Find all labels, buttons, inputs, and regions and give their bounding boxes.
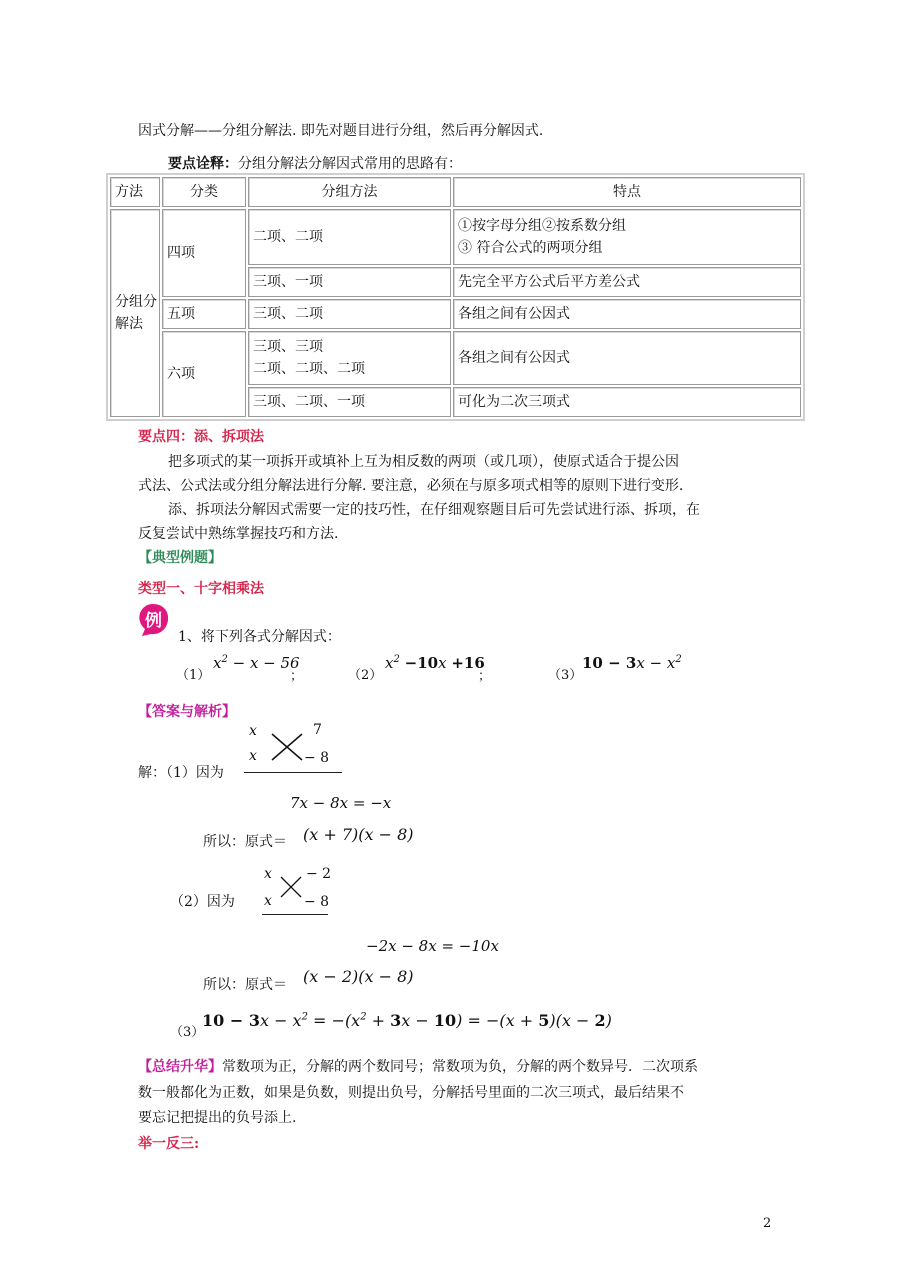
summary-line1 [138, 1056, 698, 1076]
group-r1: 二项、二项 [248, 209, 451, 265]
group-r4: 三项、三项 二项、二项、二项 [248, 331, 451, 385]
group-r3: 三项、二项 [248, 299, 451, 329]
method-text: 分组分解法 [115, 294, 157, 332]
q1-1-semicolon: ； [290, 669, 304, 684]
page-number: 2 [763, 1216, 772, 1231]
solution1-check: 7x − 8x = −x [290, 794, 392, 812]
type1-title: 类型一、十字相乘法 [138, 581, 264, 597]
answer-title: 【答案与解析】 [138, 704, 236, 720]
key-points-text: 分组分解法分解因式常用的思路有： [238, 156, 462, 172]
cross2-top-left: x [264, 866, 272, 882]
example-badge-icon [136, 602, 170, 636]
solution2-label: （2）因为 [170, 894, 235, 910]
cross1-underline [244, 772, 342, 773]
cross2-underline [262, 914, 328, 915]
cross1-bottom-left: x [249, 748, 257, 764]
point4-title: 要点四：添、拆项法 [138, 429, 264, 445]
solution1-so-label: 所以：原式＝ [203, 834, 287, 850]
header-group-method: 分组方法 [248, 177, 451, 207]
key-points-line [168, 153, 462, 173]
summary-line3: 要忘记把提出的负号添上. [138, 1110, 297, 1126]
cross1-bottom-right: − 8 [304, 750, 330, 766]
feature-r4: 各组之间有公因式 [453, 331, 801, 385]
cross2-bottom-right: − 8 [304, 894, 330, 910]
practice-title: 举一反三: [138, 1136, 200, 1152]
feature-r3: 各组之间有公因式 [453, 299, 801, 329]
header-method: 方法 [110, 177, 160, 207]
cross1-top-right: 7 [313, 722, 322, 738]
point4-p2-line2: 反复尝试中熟练掌握技巧和方法. [138, 526, 339, 542]
q1-2-label: （2） [348, 668, 383, 683]
summary-text-1: 常数项为正，分解的两个数同号；常数项为负，分解的两个数异号．二次项系 [222, 1059, 698, 1075]
category-four: 四项 [162, 209, 246, 297]
example-badge-text: 例 [145, 611, 162, 631]
q1-1-label: （1） [176, 668, 211, 683]
group-r5: 三项、二项、一项 [248, 387, 451, 417]
intro-line: 因式分解——分组分解法. 即先对题目进行分组，然后再分解因式. [138, 123, 544, 139]
cross2-icon [279, 875, 303, 899]
solution1-label: 解：（1）因为 [138, 765, 224, 781]
solution3-expr: $10 - 3x - x^2 = -(x^2 + 3x - 10) = -(x + 5)(x - 2)$ [202, 1011, 612, 1030]
question1: 1、将下列各式分解因式： [178, 629, 341, 645]
solution3-label: （3） [170, 1025, 205, 1040]
examples-title: 【典型例题】 [138, 550, 222, 566]
feature-r5: 可化为二次三项式 [453, 387, 801, 417]
cross2-top-right: − 2 [306, 866, 332, 882]
method-cell [110, 209, 160, 417]
q1-1-expr: $x^2 - x - 56$ [213, 654, 300, 672]
point4-p2-line1: 添、拆项法分解因式需要一定的技巧性，在仔细观察题目后可先尝试进行添、拆项，在 [168, 502, 700, 518]
grouping-method-table [106, 173, 805, 421]
header-category: 分类 [162, 177, 246, 207]
q1-3-expr: $10 - 3x - x^2$ [582, 654, 682, 672]
key-points-label: 要点诠释： [168, 156, 238, 172]
cross2-bottom-left: x [264, 893, 272, 909]
header-feature: 特点 [453, 177, 801, 207]
summary-line2: 数一般都化为正数，如果是负数，则提出负号，分解括号里面的二次三项式，最后结果不 [138, 1085, 684, 1101]
summary-title: 【总结升华】 [138, 1059, 222, 1075]
cross1-icon [270, 732, 304, 762]
solution2-check: −2x − 8x = −10x [366, 937, 499, 955]
point4-p1-line1: 把多项式的某一项拆开或填补上互为相反数的两项（或几项），使原式适合于提公因 [168, 454, 679, 470]
category-six: 六项 [162, 331, 246, 417]
category-five: 五项 [162, 299, 246, 329]
feature-r2: 先完全平方公式后平方差公式 [453, 267, 801, 297]
q1-3-label: （3） [548, 668, 583, 683]
group-r2: 三项、一项 [248, 267, 451, 297]
point4-p1-line2: 式法、公式法或分组分解法进行分解. 要注意，必须在与原多项式相等的原则下进行变形. [138, 478, 684, 494]
feature-r1: ①按字母分组②按系数分组 ③ 符合公式的两项分组 [453, 209, 801, 265]
solution1-result: (x + 7)(x − 8) [303, 825, 414, 844]
solution2-so-label: 所以：原式＝ [203, 977, 287, 993]
solution2-result: (x − 2)(x − 8) [303, 967, 414, 986]
q1-2-semicolon: ； [478, 669, 492, 684]
cross1-top-left: x [249, 723, 257, 739]
q1-2-expr: $x^2 -10x +16$ [385, 654, 485, 672]
